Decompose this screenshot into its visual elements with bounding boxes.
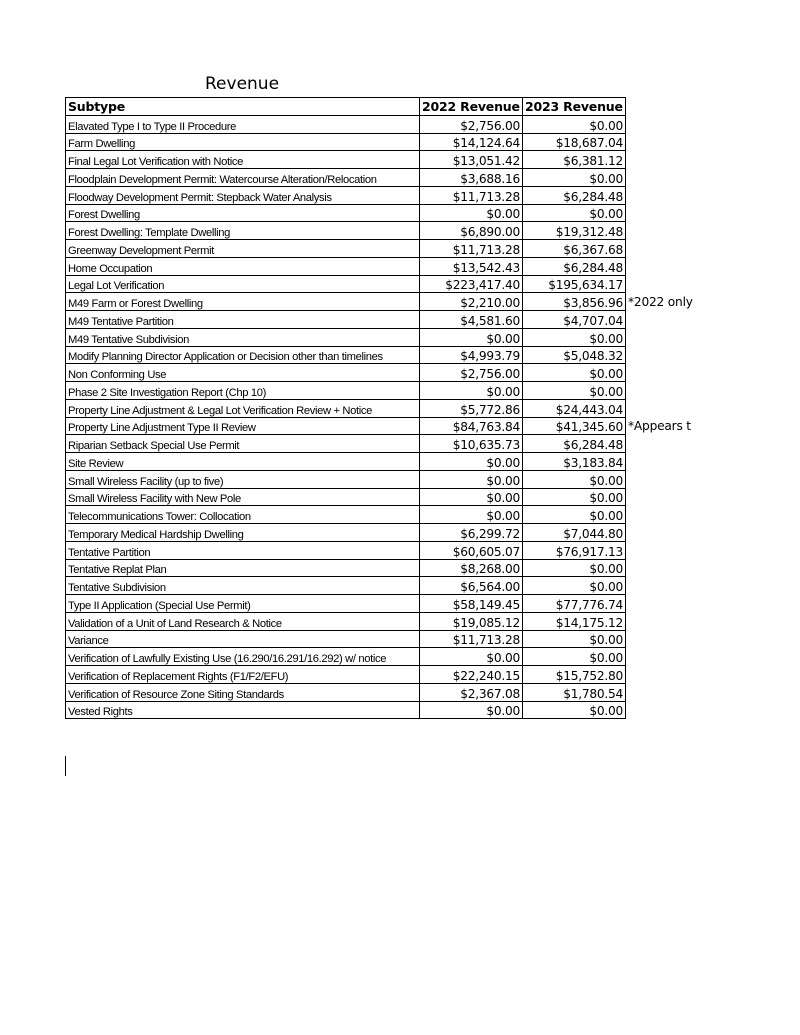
page-title: Revenue: [205, 74, 280, 94]
cell-note: [626, 648, 706, 666]
cell-subtype: Elavated Type I to Type II Procedure: [66, 115, 420, 133]
table-row: [66, 186, 706, 204]
cell-2023-revenue: $0.00: [523, 648, 626, 666]
cell-2022-revenue: $22,240.15: [420, 666, 523, 684]
cell-2022-revenue: $4,581.60: [420, 311, 523, 329]
table-row: [66, 293, 706, 311]
table-header-row: [66, 98, 706, 116]
table-row: [66, 470, 706, 488]
cell-note: [626, 133, 706, 151]
table-row: [66, 630, 706, 648]
cell-note: *Appears t: [628, 418, 691, 433]
table-row: [66, 346, 706, 364]
table-row: [66, 257, 706, 275]
cell-note: [626, 399, 706, 417]
cell-2022-revenue: $0.00: [420, 382, 523, 400]
cell-2023-revenue: $6,367.68: [523, 240, 626, 258]
cell-note: [626, 470, 706, 488]
cell-note: [626, 275, 706, 293]
cell-subtype: Greenway Development Permit: [66, 240, 420, 258]
table-row: [66, 683, 706, 701]
table-row: [66, 559, 706, 577]
cell-2023-revenue: $0.00: [523, 630, 626, 648]
cell-subtype: M49 Tentative Partition: [66, 311, 420, 329]
cell-2022-revenue: $3,688.16: [420, 169, 523, 187]
table-row: [66, 417, 706, 435]
cell-note: [626, 559, 706, 577]
cell-subtype: Property Line Adjustment & Legal Lot Verification Review + Notice: [66, 399, 420, 417]
cell-note: [626, 612, 706, 630]
cell-subtype: Verification of Lawfully Existing Use (16.290/16.291/16.292) w/ notice: [66, 648, 420, 666]
cell-2022-revenue: $8,268.00: [420, 559, 523, 577]
cell-note: [626, 701, 706, 719]
cell-2023-revenue: $41,345.60: [523, 417, 626, 435]
table-row: [66, 541, 706, 559]
cell-2023-revenue: $6,284.48: [523, 257, 626, 275]
table-left-border-tail: [65, 756, 66, 776]
cell-note: [626, 541, 706, 559]
cell-2023-revenue: $7,044.80: [523, 524, 626, 542]
cell-2023-revenue: $4,707.04: [523, 311, 626, 329]
table-row: [66, 453, 706, 471]
cell-2023-revenue: $76,917.13: [523, 541, 626, 559]
cell-2023-revenue: $0.00: [523, 364, 626, 382]
cell-note: [626, 151, 706, 169]
cell-subtype: Tentative Replat Plan: [66, 559, 420, 577]
cell-note: [626, 595, 706, 613]
cell-note: [626, 204, 706, 222]
cell-2023-revenue: $18,687.04: [523, 133, 626, 151]
table-row: [66, 222, 706, 240]
cell-subtype: Site Review: [66, 453, 420, 471]
cell-subtype: Modify Planning Director Application or Decision other than timelines: [66, 346, 420, 364]
cell-2023-revenue: $3,856.96: [523, 293, 626, 311]
cell-note: [626, 524, 706, 542]
table-row: [66, 240, 706, 258]
cell-2022-revenue: $58,149.45: [420, 595, 523, 613]
table-row: [66, 435, 706, 453]
cell-note: [626, 311, 706, 329]
cell-2022-revenue: $2,756.00: [420, 364, 523, 382]
cell-note: [626, 453, 706, 471]
table-row: [66, 364, 706, 382]
cell-2023-revenue: $19,312.48: [523, 222, 626, 240]
table-row: [66, 133, 706, 151]
cell-subtype: Forest Dwelling: Template Dwelling: [66, 222, 420, 240]
cell-2022-revenue: $13,542.43: [420, 257, 523, 275]
cell-subtype: Home Occupation: [66, 257, 420, 275]
cell-subtype: Phase 2 Site Investigation Report (Chp 10): [66, 382, 420, 400]
cell-note: [626, 506, 706, 524]
table-row: [66, 151, 706, 169]
cell-subtype: Type II Application (Special Use Permit): [66, 595, 420, 613]
cell-subtype: Small Wireless Facility with New Pole: [66, 488, 420, 506]
cell-2023-revenue: $0.00: [523, 488, 626, 506]
cell-subtype: Property Line Adjustment Type II Review: [66, 417, 420, 435]
cell-subtype: Floodway Development Permit: Stepback Water Analysis: [66, 186, 420, 204]
cell-2023-revenue: $0.00: [523, 115, 626, 133]
header-2022-revenue: 2022 Revenue: [420, 98, 523, 116]
header-2023-revenue: 2023 Revenue: [523, 98, 626, 116]
cell-2023-revenue: $14,175.12: [523, 612, 626, 630]
cell-2023-revenue: $0.00: [523, 169, 626, 187]
cell-subtype: M49 Tentative Subdivision: [66, 328, 420, 346]
cell-note: [626, 666, 706, 684]
cell-note: [626, 577, 706, 595]
cell-2023-revenue: $0.00: [523, 577, 626, 595]
cell-subtype: Farm Dwelling: [66, 133, 420, 151]
cell-subtype: Validation of a Unit of Land Research & Notice: [66, 612, 420, 630]
cell-subtype: M49 Farm or Forest Dwelling: [66, 293, 420, 311]
cell-subtype: Non Conforming Use: [66, 364, 420, 382]
cell-2022-revenue: $223,417.40: [420, 275, 523, 293]
cell-2022-revenue: $19,085.12: [420, 612, 523, 630]
table-row: [66, 666, 706, 684]
cell-2023-revenue: $15,752.80: [523, 666, 626, 684]
cell-2022-revenue: $11,713.28: [420, 630, 523, 648]
cell-subtype: Verification of Replacement Rights (F1/F2/EFU): [66, 666, 420, 684]
cell-2022-revenue: $10,635.73: [420, 435, 523, 453]
cell-note: [626, 169, 706, 187]
table-row: [66, 506, 706, 524]
header-subtype: Subtype: [66, 98, 420, 116]
cell-subtype: Verification of Resource Zone Siting Standards: [66, 683, 420, 701]
table-row: [66, 488, 706, 506]
cell-2022-revenue: $6,299.72: [420, 524, 523, 542]
cell-2022-revenue: $14,124.64: [420, 133, 523, 151]
cell-2022-revenue: $0.00: [420, 328, 523, 346]
cell-subtype: Variance: [66, 630, 420, 648]
cell-2023-revenue: $3,183.84: [523, 453, 626, 471]
revenue-table: [65, 97, 706, 719]
cell-2023-revenue: $1,780.54: [523, 683, 626, 701]
cell-2022-revenue: $0.00: [420, 488, 523, 506]
cell-2023-revenue: $0.00: [523, 701, 626, 719]
cell-2022-revenue: $2,756.00: [420, 115, 523, 133]
cell-2022-revenue: $5,772.86: [420, 399, 523, 417]
table-row: [66, 382, 706, 400]
header-note-spacer: [626, 98, 706, 116]
cell-2023-revenue: $0.00: [523, 506, 626, 524]
cell-subtype: Final Legal Lot Verification with Notice: [66, 151, 420, 169]
cell-note: [626, 630, 706, 648]
table-row: [66, 612, 706, 630]
cell-2023-revenue: $6,284.48: [523, 435, 626, 453]
cell-2023-revenue: $5,048.32: [523, 346, 626, 364]
table-row: [66, 115, 706, 133]
cell-2022-revenue: $0.00: [420, 648, 523, 666]
cell-2022-revenue: $0.00: [420, 453, 523, 471]
table-row: [66, 169, 706, 187]
cell-note: [626, 435, 706, 453]
cell-2023-revenue: $0.00: [523, 559, 626, 577]
cell-subtype: Tentative Subdivision: [66, 577, 420, 595]
cell-2023-revenue: $24,443.04: [523, 399, 626, 417]
cell-2023-revenue: $6,284.48: [523, 186, 626, 204]
cell-note: [626, 364, 706, 382]
cell-2023-revenue: $195,634.17: [523, 275, 626, 293]
table-row: [66, 311, 706, 329]
cell-2022-revenue: $6,564.00: [420, 577, 523, 595]
cell-2022-revenue: $11,713.28: [420, 186, 523, 204]
cell-2022-revenue: $0.00: [420, 470, 523, 488]
cell-2022-revenue: $2,210.00: [420, 293, 523, 311]
cell-2022-revenue: $4,993.79: [420, 346, 523, 364]
table-row: [66, 399, 706, 417]
cell-note: [626, 222, 706, 240]
table-row: [66, 701, 706, 719]
cell-2022-revenue: $0.00: [420, 701, 523, 719]
table-row: [66, 577, 706, 595]
cell-2022-revenue: $11,713.28: [420, 240, 523, 258]
cell-note: [626, 257, 706, 275]
cell-note: [626, 346, 706, 364]
table-row: [66, 648, 706, 666]
cell-2023-revenue: $0.00: [523, 382, 626, 400]
cell-note: [626, 382, 706, 400]
cell-2022-revenue: $13,051.42: [420, 151, 523, 169]
cell-note: [626, 328, 706, 346]
cell-note: *2022 only: [628, 294, 693, 309]
cell-2023-revenue: $0.00: [523, 328, 626, 346]
cell-2022-revenue: $0.00: [420, 204, 523, 222]
table-row: [66, 275, 706, 293]
cell-note: [626, 115, 706, 133]
cell-subtype: Small Wireless Facility (up to five): [66, 470, 420, 488]
cell-2022-revenue: $60,605.07: [420, 541, 523, 559]
cell-subtype: Tentative Partition: [66, 541, 420, 559]
table-row: [66, 204, 706, 222]
cell-note: [626, 240, 706, 258]
cell-2023-revenue: $0.00: [523, 470, 626, 488]
cell-2023-revenue: $6,381.12: [523, 151, 626, 169]
cell-2022-revenue: $0.00: [420, 506, 523, 524]
table-row: [66, 595, 706, 613]
cell-subtype: Temporary Medical Hardship Dwelling: [66, 524, 420, 542]
cell-subtype: Vested Rights: [66, 701, 420, 719]
cell-note: [626, 186, 706, 204]
cell-note: [626, 488, 706, 506]
cell-subtype: Telecommunications Tower: Collocation: [66, 506, 420, 524]
cell-note: [626, 683, 706, 701]
table-row: [66, 328, 706, 346]
cell-subtype: Forest Dwelling: [66, 204, 420, 222]
cell-2022-revenue: $6,890.00: [420, 222, 523, 240]
cell-2023-revenue: $0.00: [523, 204, 626, 222]
cell-subtype: Legal Lot Verification: [66, 275, 420, 293]
cell-2023-revenue: $77,776.74: [523, 595, 626, 613]
table-row: [66, 524, 706, 542]
cell-subtype: Riparian Setback Special Use Permit: [66, 435, 420, 453]
cell-2022-revenue: $2,367.08: [420, 683, 523, 701]
cell-2022-revenue: $84,763.84: [420, 417, 523, 435]
cell-subtype: Floodplain Development Permit: Watercourse Alteration/Relocation: [66, 169, 420, 187]
